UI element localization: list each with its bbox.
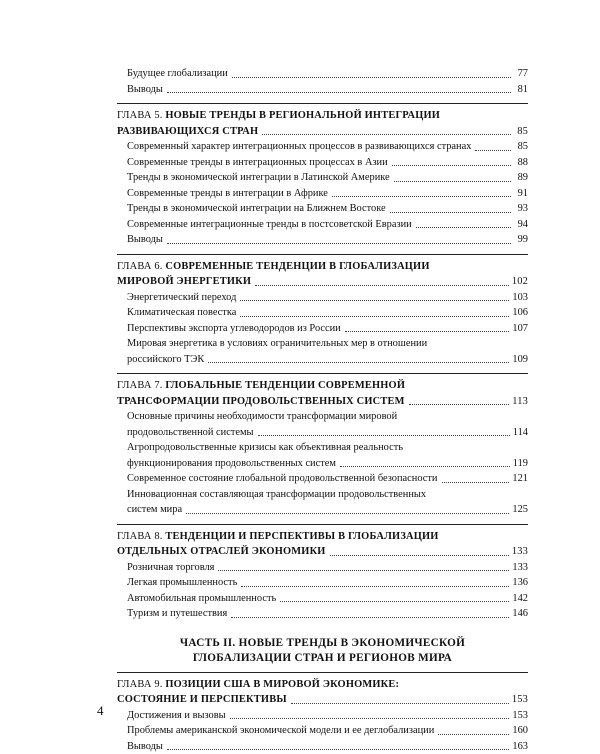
toc-entry-title-line1: Агропродовольственные кризисы как объективная реальность bbox=[127, 440, 528, 456]
chapter-title-line1: ПОЗИЦИИ США В МИРОВОЙ ЭКОНОМИКЕ: bbox=[165, 679, 399, 690]
toc-entry[interactable] bbox=[117, 739, 528, 754]
chapter-8 bbox=[117, 524, 528, 622]
toc-entry-page: 153 bbox=[512, 708, 528, 724]
chapter-heading-line2[interactable] bbox=[117, 124, 528, 140]
toc-entry-page: 142 bbox=[512, 591, 528, 607]
leader-dots bbox=[230, 717, 510, 719]
chapter-heading[interactable] bbox=[117, 529, 528, 545]
leader-dots bbox=[416, 226, 511, 228]
toc-entry-title: Проблемы американской экономической модели и ее деглобализации bbox=[127, 723, 434, 739]
chapter-heading-line2[interactable] bbox=[117, 544, 528, 560]
chapter-number: ГЛАВА 8. bbox=[117, 531, 163, 542]
leader-dots bbox=[231, 616, 509, 618]
toc-entry-page: 109 bbox=[512, 352, 528, 368]
toc-entry[interactable] bbox=[117, 290, 528, 306]
toc-entry-wrapped[interactable] bbox=[117, 409, 528, 440]
toc-entry[interactable] bbox=[117, 723, 528, 739]
toc-entry[interactable] bbox=[117, 560, 528, 576]
toc-entry-page: 88 bbox=[514, 155, 528, 171]
toc-entry[interactable] bbox=[117, 186, 528, 202]
toc-entry-title: Будущее глобализации bbox=[127, 66, 228, 82]
toc-entry[interactable] bbox=[117, 305, 528, 321]
chapter-heading-line2[interactable] bbox=[117, 692, 528, 708]
chapter-number: ГЛАВА 9. bbox=[117, 679, 163, 690]
chapter-title-line2: СОСТОЯНИЕ И ПЕРСПЕКТИВЫ bbox=[117, 692, 287, 708]
leader-dots bbox=[186, 512, 509, 514]
leader-dots bbox=[167, 91, 511, 93]
toc-entry-title-line1: Основные причины необходимости трансформации мировой bbox=[127, 409, 528, 425]
toc-entry[interactable] bbox=[117, 708, 528, 724]
toc-entry-page: 99 bbox=[514, 232, 528, 248]
leader-dots bbox=[240, 299, 509, 301]
toc-entry-title: Выводы bbox=[127, 232, 163, 248]
toc-entry-title-line2: систем мира bbox=[127, 502, 182, 518]
leader-dots bbox=[255, 284, 509, 286]
chapter-heading-line2[interactable] bbox=[117, 394, 528, 410]
toc-entry-page: 163 bbox=[512, 739, 528, 754]
toc-entry-title-line2: функционирования продовольственных систем bbox=[127, 456, 336, 472]
leader-dots bbox=[241, 585, 509, 587]
leader-dots bbox=[438, 733, 509, 735]
leader-dots bbox=[208, 361, 509, 363]
toc-entry-page: 107 bbox=[512, 321, 528, 337]
leader-dots bbox=[280, 600, 509, 602]
toc-entry-page: 94 bbox=[514, 217, 528, 233]
leader-dots bbox=[442, 481, 510, 483]
toc-entry[interactable] bbox=[117, 201, 528, 217]
chapter-5 bbox=[117, 103, 528, 248]
chapter-title-line2: ОТДЕЛЬНЫХ ОТРАСЛЕЙ ЭКОНОМИКИ bbox=[117, 544, 326, 560]
toc-entry-title: Легкая промышленность bbox=[127, 575, 237, 591]
toc-entry[interactable] bbox=[117, 591, 528, 607]
part-heading[interactable] bbox=[117, 636, 528, 666]
toc-entry-title-line1: Инновационная составляющая трансформации продовольственных bbox=[127, 487, 528, 503]
chapter-page: 113 bbox=[512, 394, 528, 410]
toc-entry-title: Достижения и вызовы bbox=[127, 708, 226, 724]
toc-entry-page: 125 bbox=[512, 502, 528, 518]
toc-entry-wrapped[interactable] bbox=[117, 440, 528, 471]
chapter-title-line1: СОВРЕМЕННЫЕ ТЕНДЕНЦИИ В ГЛОБАЛИЗАЦИИ bbox=[165, 261, 429, 272]
toc-entry[interactable] bbox=[117, 170, 528, 186]
chapter-9 bbox=[117, 672, 528, 754]
chapter-page: 85 bbox=[514, 124, 528, 140]
leader-dots bbox=[291, 702, 509, 704]
toc-entry[interactable] bbox=[117, 471, 528, 487]
leader-dots bbox=[258, 434, 510, 436]
leader-dots bbox=[262, 133, 511, 135]
chapter-number: ГЛАВА 6. bbox=[117, 261, 163, 272]
chapter-number: ГЛАВА 5. bbox=[117, 110, 163, 121]
chapter-number: ГЛАВА 7. bbox=[117, 380, 163, 391]
leader-dots bbox=[394, 180, 511, 182]
toc-entry-title: Розничная торговля bbox=[127, 560, 214, 576]
chapter-heading[interactable] bbox=[117, 259, 528, 275]
toc-entry-page: 77 bbox=[514, 66, 528, 82]
chapter-title-line1: НОВЫЕ ТРЕНДЫ В РЕГИОНАЛЬНОЙ ИНТЕГРАЦИИ bbox=[165, 110, 440, 121]
toc-entry-page: 136 bbox=[512, 575, 528, 591]
leader-dots bbox=[240, 315, 509, 317]
chapter-page: 153 bbox=[512, 692, 528, 708]
chapter-title-line1: ГЛОБАЛЬНЫЕ ТЕНДЕНЦИИ СОВРЕМЕННОЙ bbox=[165, 380, 405, 391]
toc-entry-title: Энергетический переход bbox=[127, 290, 236, 306]
toc-entry-wrapped[interactable] bbox=[117, 487, 528, 518]
toc-entry[interactable] bbox=[117, 139, 528, 155]
toc-entry[interactable] bbox=[117, 575, 528, 591]
chapter-heading[interactable] bbox=[117, 108, 528, 124]
chapter-title-line1: ТЕНДЕНЦИИ И ПЕРСПЕКТИВЫ В ГЛОБАЛИЗАЦИИ bbox=[165, 531, 438, 542]
toc-entry-page: 91 bbox=[514, 186, 528, 202]
toc-entry-page: 146 bbox=[512, 606, 528, 622]
toc-entry-title: Современные тренды в интеграционных процессах в Азии bbox=[127, 155, 388, 171]
toc-entry-title: Современное состояние глобальной продовольственной безопасности bbox=[127, 471, 438, 487]
toc-entry-page: 89 bbox=[514, 170, 528, 186]
toc-entry-title: Выводы bbox=[127, 82, 163, 98]
part-title-line2: ГЛОБАЛИЗАЦИИ СТРАН И РЕГИОНОВ МИРА bbox=[117, 651, 528, 666]
leader-dots bbox=[232, 76, 511, 78]
toc-entry-title: Тренды в экономической интеграции в Латинской Америке bbox=[127, 170, 390, 186]
toc-entry-title: Современный характер интеграционных процессов в развивающихся странах bbox=[127, 139, 471, 155]
toc-entry-title: Перспективы экспорта углеводородов из России bbox=[127, 321, 341, 337]
toc-entry-title: Современные тренды в интеграции в Африке bbox=[127, 186, 328, 202]
toc-entry-page: 121 bbox=[512, 471, 528, 487]
table-of-contents bbox=[117, 66, 528, 754]
toc-entry-title-line2: российского ТЭК bbox=[127, 352, 204, 368]
chapter-page: 133 bbox=[512, 544, 528, 560]
toc-entry-page: 93 bbox=[514, 201, 528, 217]
leader-dots bbox=[332, 195, 511, 197]
toc-entry-wrapped[interactable] bbox=[117, 336, 528, 367]
chapter-heading[interactable] bbox=[117, 378, 528, 394]
leader-dots bbox=[345, 330, 510, 332]
leader-dots bbox=[218, 569, 509, 571]
leader-dots bbox=[409, 403, 510, 405]
chapter-6 bbox=[117, 254, 528, 368]
chapter-title-line2: РАЗВИВАЮЩИХСЯ СТРАН bbox=[117, 124, 258, 140]
toc-entry-title: Автомобильная промышленность bbox=[127, 591, 276, 607]
toc-entry[interactable] bbox=[117, 606, 528, 622]
leader-dots bbox=[392, 164, 511, 166]
toc-entry[interactable] bbox=[117, 82, 528, 98]
chapter-heading[interactable] bbox=[117, 677, 528, 693]
toc-entry-page: 85 bbox=[514, 139, 528, 155]
toc-entry-title: Туризм и путешествия bbox=[127, 606, 227, 622]
chapter-7 bbox=[117, 373, 528, 518]
chapter-title-line2: МИРОВОЙ ЭНЕРГЕТИКИ bbox=[117, 274, 251, 290]
toc-entry-title: Выводы bbox=[127, 739, 163, 754]
toc-entry[interactable] bbox=[117, 217, 528, 233]
toc-entry[interactable] bbox=[117, 155, 528, 171]
chapter-heading-line2[interactable] bbox=[117, 274, 528, 290]
toc-entry[interactable] bbox=[117, 321, 528, 337]
toc-entry-title-line1: Мировая энергетика в условиях ограничительных мер в отношении bbox=[127, 336, 528, 352]
toc-entry-page: 114 bbox=[513, 425, 528, 441]
toc-entry-page: 160 bbox=[512, 723, 528, 739]
leader-dots bbox=[167, 242, 511, 244]
toc-entry-title-line2: продовольственной системы bbox=[127, 425, 254, 441]
toc-entry-page: 81 bbox=[514, 82, 528, 98]
chapter-page: 102 bbox=[512, 274, 528, 290]
page-number: 4 bbox=[97, 703, 104, 719]
toc-entry[interactable] bbox=[117, 66, 528, 82]
toc-entry-title: Современные интеграционные тренды в постсоветской Евразии bbox=[127, 217, 412, 233]
toc-entry[interactable] bbox=[117, 232, 528, 248]
toc-entry-page: 119 bbox=[513, 456, 528, 472]
leader-dots bbox=[390, 211, 511, 213]
toc-entry-page: 103 bbox=[512, 290, 528, 306]
leader-dots bbox=[340, 465, 510, 467]
leader-dots bbox=[475, 149, 511, 151]
part-title-line1: ЧАСТЬ II. НОВЫЕ ТРЕНДЫ В ЭКОНОМИЧЕСКОЙ bbox=[117, 636, 528, 651]
toc-entry-page: 133 bbox=[512, 560, 528, 576]
chapter-title-line2: ТРАНСФОРМАЦИИ ПРОДОВОЛЬСТВЕННЫХ СИСТЕМ bbox=[117, 394, 405, 410]
toc-entry-page: 106 bbox=[512, 305, 528, 321]
toc-entry-title: Тренды в экономической интеграции на Ближнем Востоке bbox=[127, 201, 386, 217]
leader-dots bbox=[330, 554, 509, 556]
toc-entry-title: Климатическая повестка bbox=[127, 305, 236, 321]
